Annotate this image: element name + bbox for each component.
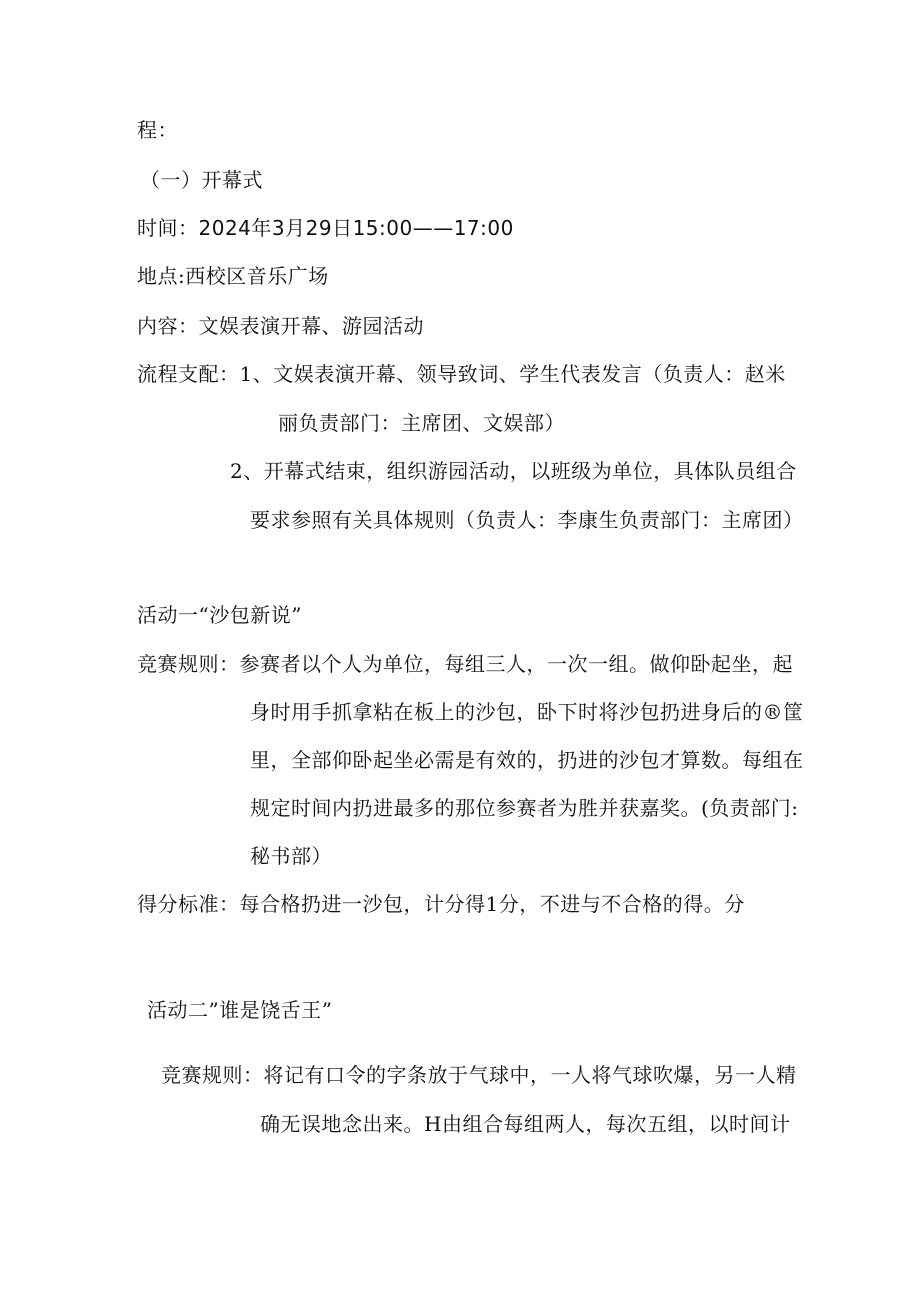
text-line-time: 时间：2024年3月29日15:00——17:00	[137, 216, 514, 240]
text-line-process-cont: 丽负责部门：主席团、文娱部）	[278, 411, 565, 435]
text-line-process-2-cont: 要求参照有关具体规则（负责人：李康生负责部门：主席团）	[250, 508, 804, 532]
text-line-rules-1-cont: 规定时间内扔进最多的那位参赛者为胜并获嘉奖。(负责部门:	[250, 796, 799, 820]
activity-heading-1: 活动一“沙包新说”	[137, 603, 302, 627]
section-heading: （一）开幕式	[140, 168, 263, 192]
text-line-content: 内容：文娱表演开幕、游园活动	[137, 314, 424, 338]
text-line-process: 流程支配：1、文娱表演开幕、领导致词、学生代表发言（负责人：赵米	[137, 362, 786, 386]
text-line-rules-2: 竞赛规则：将记有口令的字条放于气球中，一人将气球吹爆，另一人精	[161, 1063, 797, 1087]
text-line-rules-2-cont: 确无误地念出来。H由组合每组两人，每次五组，以时间计	[260, 1112, 791, 1136]
text-line-rules-1-cont: 秘书部）	[250, 844, 332, 868]
text-line-location: 地点:西校区音乐广场	[137, 264, 329, 288]
text-line-scoring: 得分标准：每合格扔进一沙包，计分得1分，不进与不合格的得。分	[137, 892, 745, 916]
text-line-rules-1-cont: 身时用手抓拿粘在板上的沙包，卧下时将沙包扔进身后的®筐	[250, 700, 804, 724]
text-line-rules-1-cont: 里，全部仰卧起坐必需是有效的，扔进的沙包才算数。每组在	[250, 748, 804, 772]
text-line-process-2: 2、开幕式结束，组织游园活动，以班级为单位，具体队员组合	[230, 459, 797, 483]
activity-heading-2: 活动二”谁是饶舌王”	[147, 998, 333, 1022]
text-line-rules-1: 竞赛规则：参赛者以个人为单位，每组三人，一次一组。做仰卧起坐，起	[137, 652, 793, 676]
text-line: 程：	[137, 118, 178, 142]
